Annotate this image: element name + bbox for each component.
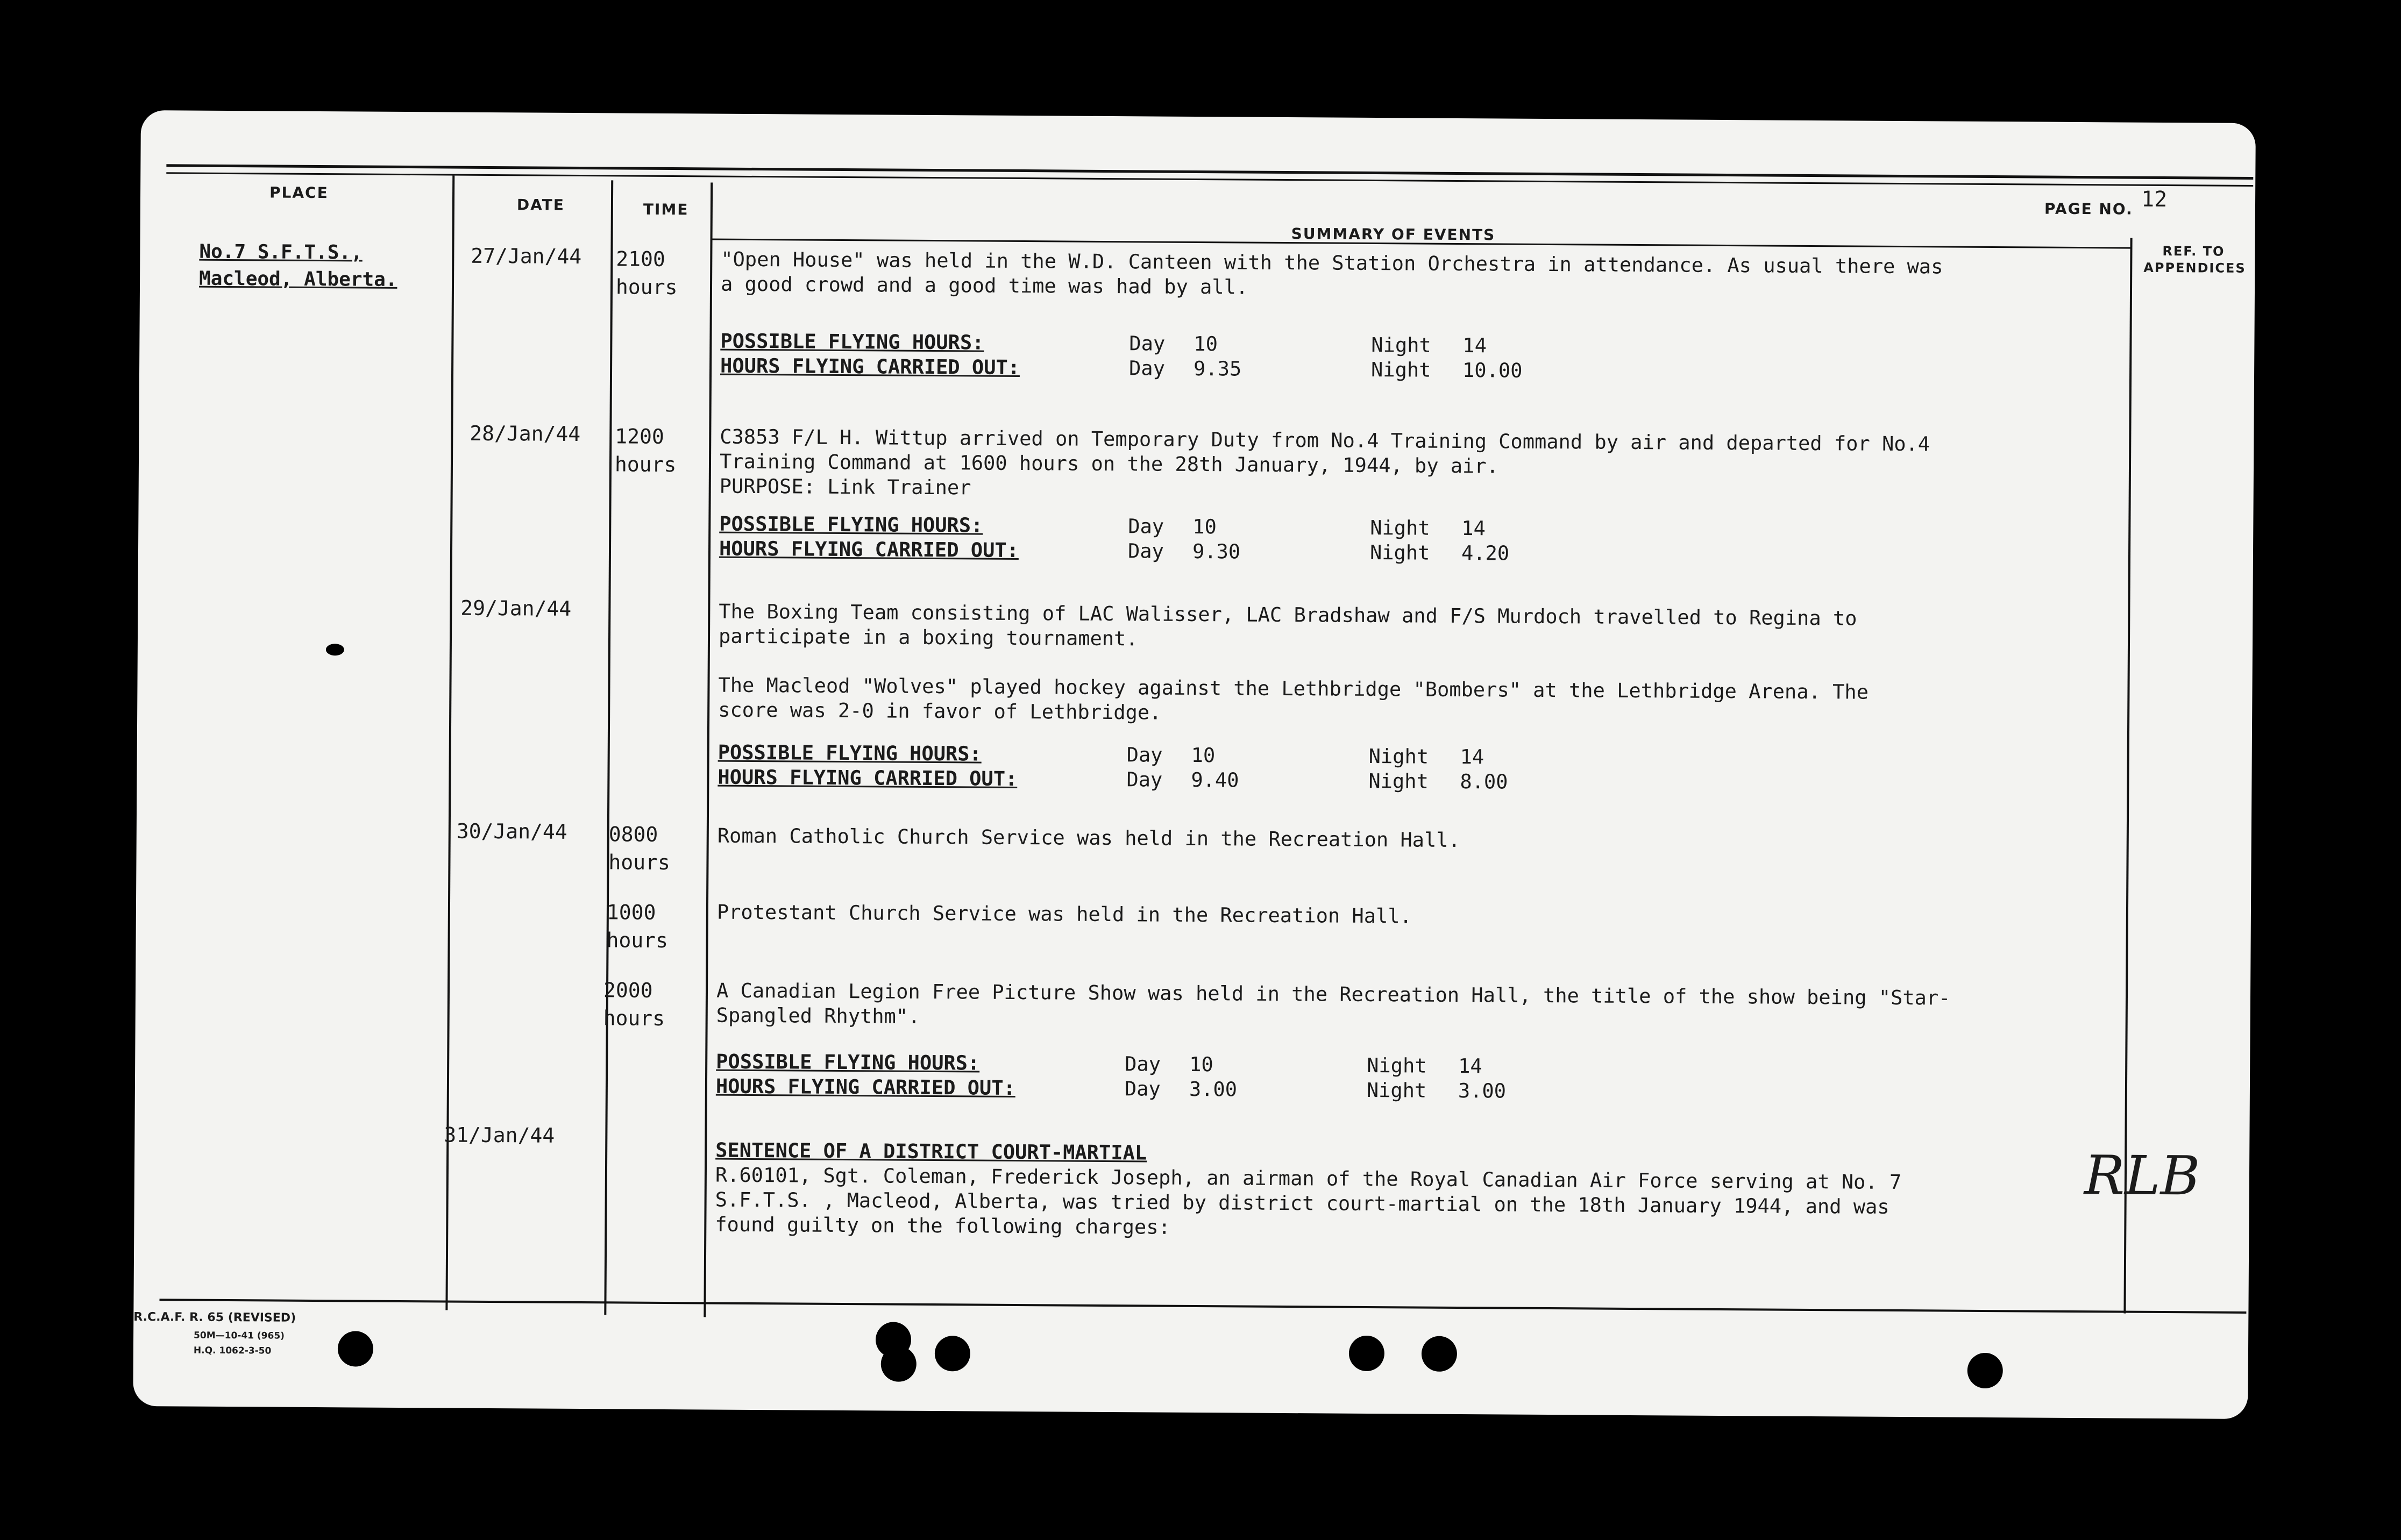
event-line: Training Command at 1600 hours on the 28th January, 1944, by air. (719, 450, 1499, 478)
date-27-jan: 27/Jan/44 (471, 244, 582, 269)
time-value: 1000 (606, 900, 656, 924)
punch-hole (1349, 1336, 1384, 1371)
event-line: S.F.T.S. , Macleod, Alberta, was tried by district court-martial on the 18th January 1944, and was (715, 1188, 1889, 1218)
punch-hole (338, 1331, 373, 1366)
day-label: Day (1126, 743, 1163, 767)
event-line: score was 2-0 in favor of Lethbridge. (718, 698, 1162, 724)
carried-night: 3.00 (1458, 1079, 1507, 1103)
date-30-jan: 30/Jan/44 (456, 819, 567, 844)
event-line: R.60101, Sgt. Coleman, Frederick Joseph, an airman of the Royal Canadian Air Force serving at No. 7 (715, 1163, 1902, 1194)
event-line: participate in a boxing tournament. (718, 624, 1138, 651)
possible-label: POSSIBLE FLYING HOURS: (716, 1050, 980, 1075)
night-label: Night (1370, 358, 1431, 382)
possible-label: POSSIBLE FLYING HOURS: (720, 329, 984, 354)
event-line: C3853 F/L H. Wittup arrived on Temporary Duty from No.4 Training Command by air and departed for No.4 (720, 425, 1930, 456)
event-line: found guilty on the following charges: (715, 1213, 1170, 1239)
event-protestant-service (717, 900, 2158, 933)
time-value: 1200 (615, 424, 664, 448)
night-label: Night (1368, 769, 1429, 793)
day-label: Day (1128, 357, 1166, 380)
flying-hours-28 (719, 512, 1510, 566)
carried-label: HOURS FLYING CARRIED OUT: (719, 537, 1019, 562)
event-court-martial (715, 1138, 2157, 1246)
date-28-jan: 28/Jan/44 (470, 421, 581, 446)
carried-day: 9.40 (1191, 768, 1239, 792)
event-boxing-team (719, 600, 2161, 658)
night-label: Night (1368, 744, 1429, 768)
carried-label: HOURS FLYING CARRIED OUT: (715, 1074, 1015, 1100)
header-date: DATE (516, 196, 565, 214)
header-page-no-label: PAGE NO. (2044, 199, 2133, 218)
day-label: Day (1125, 1052, 1161, 1076)
handwritten-initials: RLB (2084, 1144, 2200, 1208)
punch-hole (1967, 1353, 2003, 1388)
header-ref-to: REF. TO (2162, 243, 2225, 259)
date-31-jan: 31/Jan/44 (444, 1123, 555, 1147)
time-unit: hours (614, 452, 677, 477)
date-29-jan: 29/Jan/44 (460, 596, 572, 621)
carried-day: 9.35 (1193, 357, 1242, 381)
carried-day: 9.30 (1192, 539, 1241, 564)
time-0800 (608, 820, 670, 876)
event-catholic-service (718, 824, 2159, 857)
event-line: Roman Catholic Church Service was held in the Recreation Hall. (717, 824, 1460, 852)
time-unit: hours (606, 928, 669, 953)
header-place: PLACE (269, 183, 329, 202)
event-line: Spangled Rhythm". (716, 1003, 920, 1028)
day-label: Day (1128, 515, 1164, 538)
header-time: TIME (643, 200, 689, 219)
possible-day: 10 (1194, 332, 1218, 356)
time-value: 2000 (603, 978, 653, 1002)
possible-day: 10 (1192, 515, 1217, 539)
night-label: Night (1369, 540, 1430, 565)
carried-night: 8.00 (1460, 770, 1508, 794)
page-number: 12 (2141, 187, 2168, 212)
punch-hole (326, 644, 344, 655)
col-divider-time (704, 182, 713, 1317)
time-unit: hours (608, 850, 670, 875)
possible-night: 14 (1462, 334, 1487, 358)
night-label: Night (1371, 333, 1431, 357)
time-unit: hours (615, 275, 678, 300)
event-open-house (721, 247, 2163, 305)
header-rule-bottom (166, 172, 2253, 187)
diary-card (133, 110, 2256, 1419)
event-line: The Boxing Team consisting of LAC Walisser, LAC Bradshaw and F/S Murdoch travelled to Regina to (719, 600, 1857, 630)
day-label: Day (1124, 1077, 1161, 1101)
possible-night: 14 (1461, 517, 1486, 540)
form-number: R.C.A.F. R. 65 (REVISED) (133, 1310, 296, 1325)
punch-hole (935, 1336, 970, 1371)
event-line: a good crowd and a good time was had by all. (720, 272, 1248, 299)
time-value: 0800 (608, 822, 658, 846)
punch-hole (1422, 1336, 1457, 1372)
flying-hours-27 (720, 329, 1523, 383)
event-hockey (718, 673, 2160, 731)
place-line-2: Macleod, Alberta. (198, 267, 397, 291)
event-picture-show (716, 979, 2158, 1037)
col-divider-date (604, 180, 613, 1315)
event-line: PURPOSE: Link Trainer (719, 474, 971, 500)
place-line-1: No.7 S.F.T.S., (199, 240, 363, 264)
time-1200 (615, 422, 677, 479)
header-appendices: APPENDICES (2143, 260, 2246, 276)
header-rule-top (166, 164, 2253, 180)
carried-label: HOURS FLYING CARRIED OUT: (718, 765, 1018, 790)
day-label: Day (1129, 332, 1166, 355)
court-martial-title: SENTENCE OF A DISTRICT COURT-MARTIAL (715, 1138, 1147, 1165)
time-unit: hours (603, 1006, 665, 1030)
carried-night: 4.20 (1461, 541, 1510, 565)
possible-label: POSSIBLE FLYING HOURS: (719, 512, 983, 537)
possible-day: 10 (1189, 1052, 1213, 1076)
event-line: Protestant Church Service was held in the Recreation Hall. (716, 900, 1412, 928)
event-line: A Canadian Legion Free Picture Show was held in the Recreation Hall, the title of the show being "Star- (716, 979, 1951, 1010)
flying-hours-30 (716, 1050, 1507, 1104)
carried-day: 3.00 (1189, 1077, 1238, 1101)
time-1000 (606, 898, 668, 954)
event-line: "Open House" was held in the W.D. Canteen with the Station Orchestra in attendance. As usual there was (721, 247, 1943, 279)
carried-label: HOURS FLYING CARRIED OUT: (720, 354, 1020, 379)
event-wittup (720, 425, 2162, 508)
event-line: The Macleod "Wolves" played hockey against the Lethbridge "Bombers" at the Lethbridge Arena. The (718, 673, 1869, 704)
time-value: 2100 (616, 247, 665, 271)
night-label: Night (1366, 1078, 1427, 1102)
time-2100 (616, 245, 678, 301)
form-print-code: 50M—10-41 (965) (194, 1330, 285, 1342)
form-hq-code: H.Q. 1062-3-50 (193, 1345, 272, 1357)
day-label: Day (1127, 539, 1164, 563)
flying-hours-29 (718, 740, 1508, 795)
bottom-rule (159, 1299, 2246, 1314)
possible-night: 14 (1460, 745, 1484, 769)
night-label: Night (1367, 1053, 1427, 1078)
possible-day: 10 (1191, 743, 1216, 767)
time-2000 (603, 976, 665, 1032)
night-label: Night (1370, 516, 1430, 540)
header-summary: SUMMARY OF EVENTS (1291, 225, 1496, 244)
possible-label: POSSIBLE FLYING HOURS: (718, 740, 982, 766)
carried-night: 10.00 (1462, 359, 1523, 382)
possible-night: 14 (1458, 1054, 1482, 1078)
day-label: Day (1126, 768, 1163, 792)
punch-hole (881, 1346, 917, 1381)
